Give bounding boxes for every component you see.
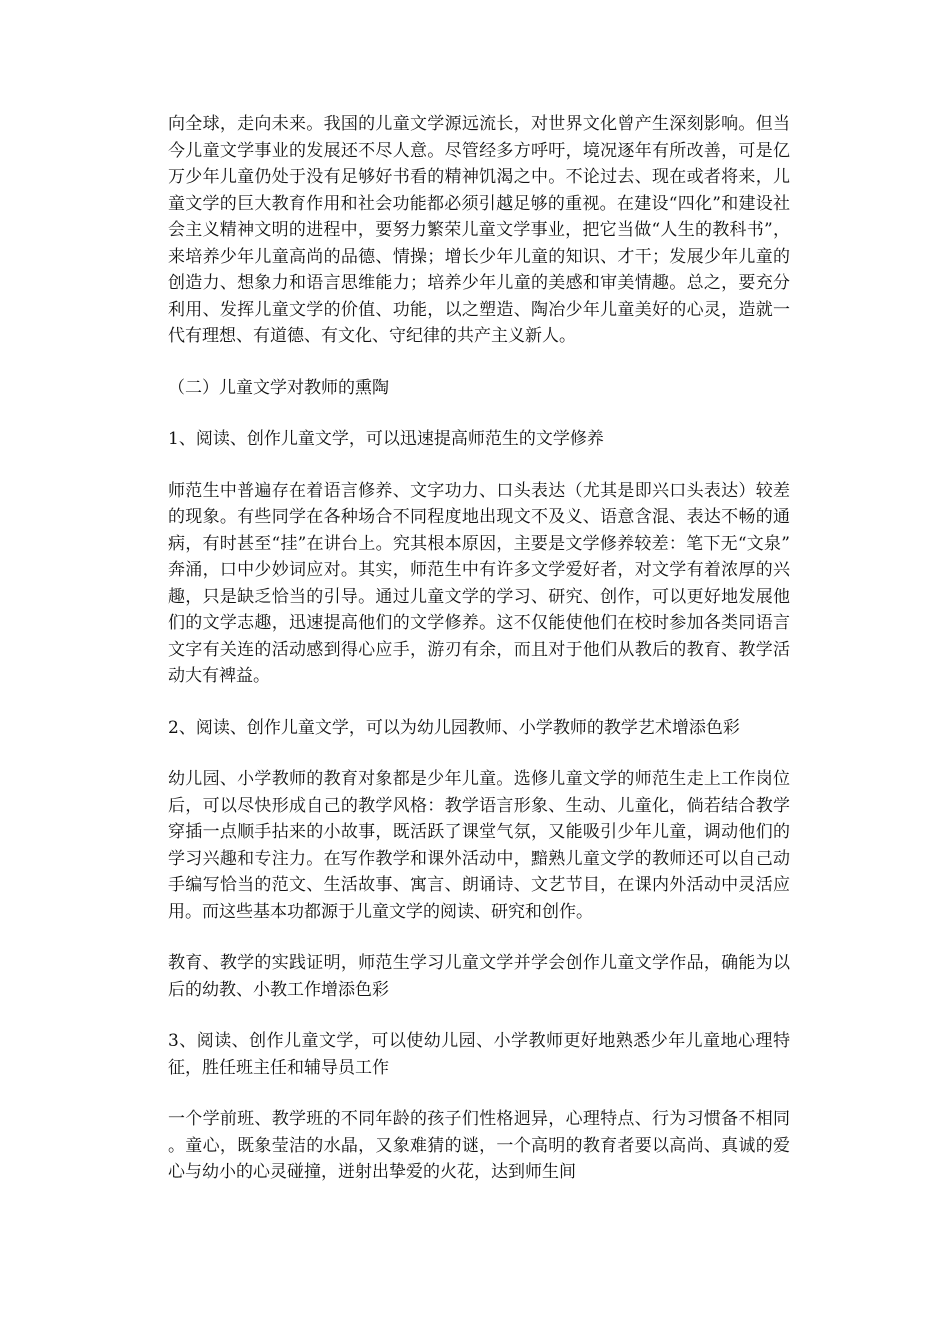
body-paragraph: 教育、教学的实践证明，师范生学习儿童文学并学会创作儿童文学作品，确能为以后的幼教、小教工作增添色彩 [168, 953, 790, 1000]
body-paragraph: 一个学前班、教学班的不同年龄的孩子们性格迥异，心理特点、行为习惯备不相同。童心，既象莹洁的水晶，又象难猜的谜，一个高明的教育者要以高尚、真诚的爱心与幼小的心灵碰撞，迸射出挚爱的火花，达到师生间 [168, 1109, 790, 1182]
subsection-heading: 3、阅读、创作儿童文学，可以使幼儿园、小学教师更好地熟悉少年儿童地心理特征，胜任班主任和辅导员工作 [168, 1031, 790, 1078]
body-paragraph: 师范生中普遍存在着语言修养、文字功力、口头表达（尤其是即兴口头表达）较差的现象。有些同学在各种场合不同程度地出现文不及义、语意含混、表达不畅的通病，有时甚至“挂”在讲台上。究其根本原因，主要是文学修养较差：笔下无“文泉”奔涌，口中少妙词应对。其实，师范生中有许多文学爱好者，对文学有着浓厚的兴趣，只是缺乏恰当的引导。通过儿童文学的学习、研究、创作，可以更好地发展他们的文学志趣，迅速提高他们的文学修养。这不仅能使他们在校时参加各类同语言文字有关连的活动感到得心应手，游刃有余，而且对于他们从教后的教育、教学活动大有裨益。 [168, 480, 790, 686]
section-heading: （二）儿童文学对教师的熏陶 [168, 377, 389, 398]
body-paragraph: 幼儿园、小学教师的教育对象都是少年儿童。选修儿童文学的师范生走上工作岗位后，可以尽快形成自己的教学风格：教学语言形象、生动、儿童化，倘若结合教学穿插一点顺手拈来的小故事，既活跃了课堂气氛，又能吸引少年儿童，调动他们的学习兴趣和专注力。在写作教学和课外活动中，黯熟儿童文学的教师还可以自己动手编写恰当的范文、生活故事、寓言、朗诵诗、文艺节目，在课内外活动中灵活应用。而这些基本功都源于儿童文学的阅读、研究和创作。 [168, 769, 790, 922]
document-page [168, 111, 790, 1211]
subsection-heading: 2、阅读、创作儿童文学，可以为幼儿园教师、小学教师的教学艺术增添色彩 [168, 717, 740, 738]
subsection-heading: 1、阅读、创作儿童文学，可以迅速提高师范生的文学修养 [168, 429, 604, 449]
body-paragraph: 向全球，走向未来。我国的儿童文学源远流长，对世界文化曾产生深刻影响。但当今儿童文学事业的发展还不尽人意。尽管经多方呼吁，境况逐年有所改善，可是亿万少年儿童仍处于没有足够好书看的精神饥渴之中。不论过去、现在或者将来，儿童文学的巨大教育作用和社会功能都必须引越足够的重视。在建设“四化”和建设社会主义精神文明的进程中，要努力繁荣儿童文学事业，把它当做“人生的教科书”，来培养少年儿童高尚的品德、情操；增长少年儿童的知识、才干；发展少年儿童的创造力、想象力和语言思维能力；培养少年儿童的美感和审美情趣。总之，要充分利用、发挥儿童文学的价值、功能，以之塑造、陶冶少年儿童美好的心灵，造就一代有理想、有道德、有文化、守纪律的共产主义新人。 [168, 114, 790, 346]
